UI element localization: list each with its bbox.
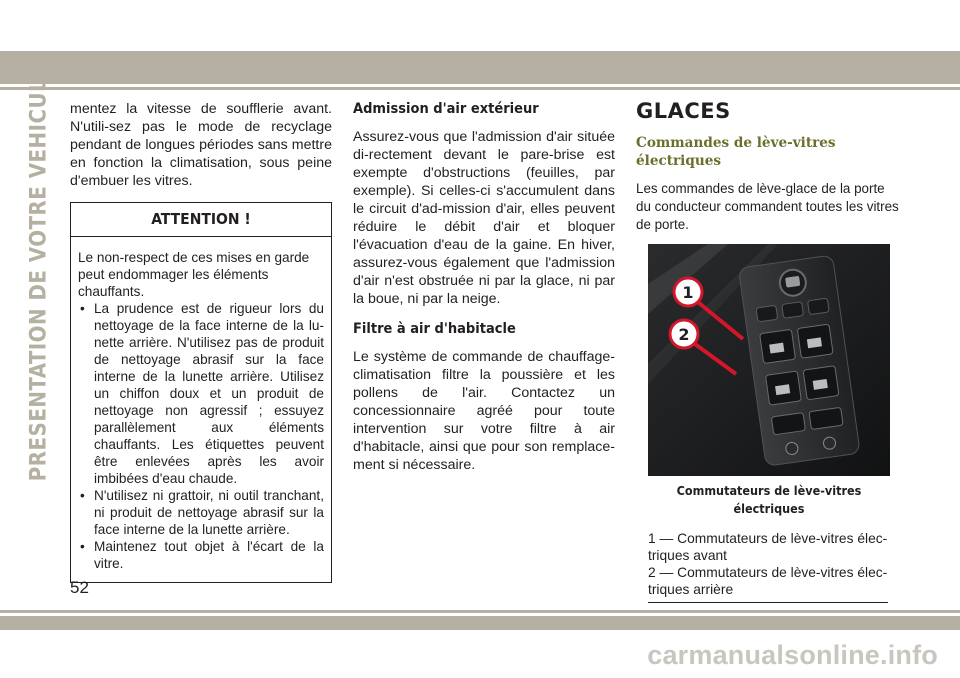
warning-box <box>70 202 332 583</box>
photo-caption: Commutateurs de lève-vitres électriques <box>676 483 862 516</box>
photo-legend <box>648 530 888 603</box>
legend-item: 1 — Commutateurs de lève-vitres élec-triques avant <box>648 531 888 563</box>
top-band <box>0 0 960 51</box>
air-intake-paragraph: Assurez-vous que l'admission d'air située di-rectement devant le pare-brise est exempte d'obstructions (feuilles, par exemple). Si celles-ci s'accumulent dans le circuit d'ad-mission d'air, elles peuvent réduire le débit d'air et bloquer l'évacuation d'eau de la gaine. En hiver, assurez-vous également que l'admission d'air n'est obstruée ni par la glace, ni par la boue, ni par la neige. <box>353 129 615 307</box>
column-1 <box>70 100 332 583</box>
column-3 <box>636 100 900 603</box>
warning-item: • Maintenez tout objet à l'écart de la vitre. <box>78 538 324 572</box>
warning-title: ATTENTION ! <box>71 203 331 237</box>
bottom-rule <box>0 610 960 613</box>
bottom-bar <box>0 616 960 630</box>
column-2 <box>353 100 615 474</box>
window-switch-photo <box>648 244 890 476</box>
callout-1-label: 1 <box>682 283 694 302</box>
sidebar-chapter-title <box>26 64 52 482</box>
window-switch-illustration <box>648 244 890 476</box>
warning-item: • La prudence est de rigueur lors du nettoyage de la face interne de la lu-nette arrière. N'utilisez pas de produit de nettoyage abrasif sur la face interne de la lunette arrière. Utilisez un chiffon doux et un produit de nettoyage non agressif ; essuyez parallèlement aux éléments chauffants. Les étiquettes peuvent être enlevées après les avoir imbibées d'eau chaude. <box>78 300 324 487</box>
cabin-filter-paragraph: Le système de commande de chauffage-climatisation filtre la poussière et les pollens de l'air. Contactez un concessionnaire agréé pour toute intervention sur votre filtre à air d'habitacle, ainsi que pour son remplace-ment si nécessaire. <box>353 349 615 473</box>
callout-2-label: 2 <box>678 325 690 344</box>
sidebar-chapter-text: PRESENTATION DE VOTRE VEHICULE <box>26 64 52 482</box>
warning-list <box>78 300 324 572</box>
section-title: GLACES <box>636 99 731 123</box>
section-subtitle: Commandes de lève-vitres électriques <box>636 135 836 169</box>
page-number: 52 <box>70 578 89 597</box>
heading-air-intake: Admission d'air extérieur <box>353 101 539 117</box>
windows-paragraph: Les commandes de lève-glace de la porte du conducteur commandent toutes les vitres de porte. <box>636 181 899 232</box>
warning-lead: Le non-respect de ces mises en garde peut endommager les éléments chauffants. <box>78 250 310 299</box>
watermark-text: carmanualsonline.info <box>647 640 938 670</box>
warning-item: • N'utilisez ni grattoir, ni outil tranchant, ni produit de nettoyage abrasif sur la face interne de la lunette arrière. <box>78 487 324 538</box>
top-bar <box>0 51 960 84</box>
heading-cabin-filter: Filtre à air d'habitacle <box>353 321 516 337</box>
intro-paragraph: mentez la vitesse de soufflerie avant. N'utili-sez pas le mode de recyclage pendant de longues périodes sans mettre en fonction la climatisation, sous peine d'embuer les vitres. <box>70 101 332 189</box>
legend-item: 2 — Commutateurs de lève-vitres élec-triques arrière <box>648 565 888 597</box>
top-rule <box>0 87 960 90</box>
